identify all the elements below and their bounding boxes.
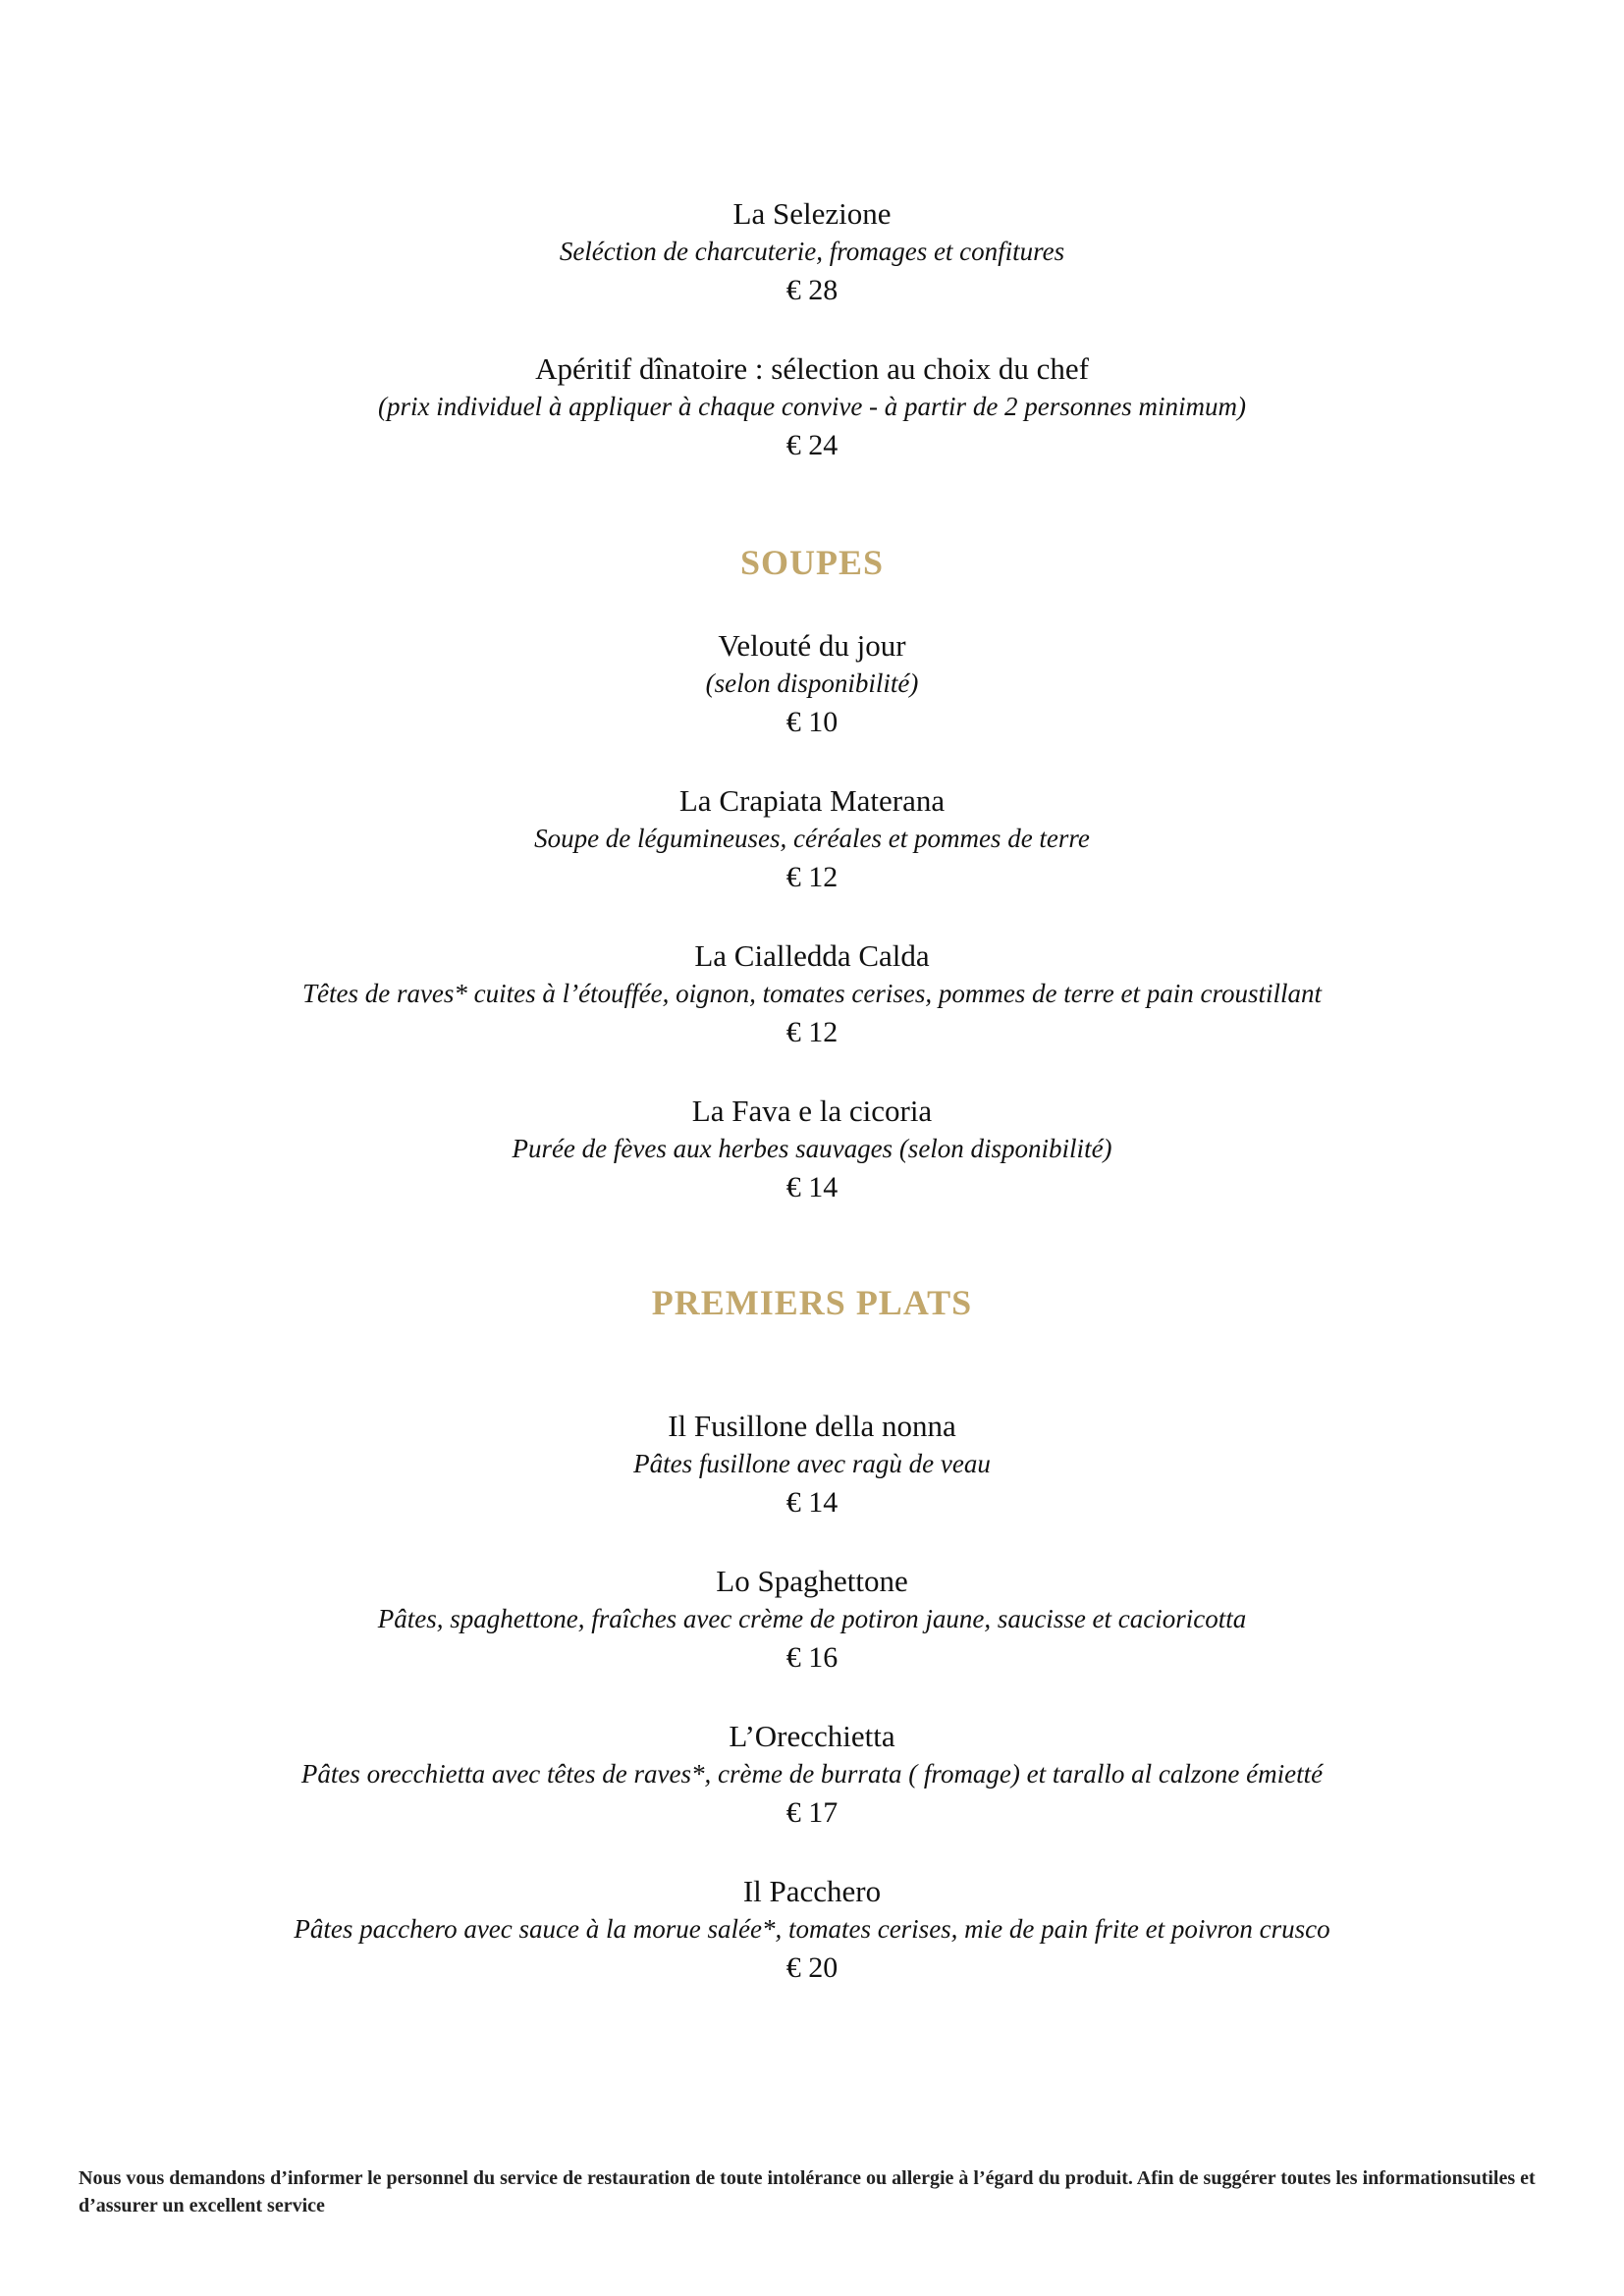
item-description: Seléction de charcuterie, fromages et confitures	[559, 237, 1065, 266]
item-price: € 12	[785, 1016, 839, 1048]
item-name: La Crapiata Materana	[678, 783, 946, 818]
menu-item-fusillone-della-nonna	[0, 1407, 1624, 1522]
item-price: € 24	[785, 429, 839, 461]
item-name: Velouté du jour	[718, 628, 906, 663]
menu-item-spaghettone	[0, 1562, 1624, 1677]
menu-item-fava-e-cicoria	[0, 1092, 1624, 1206]
menu-item-veloute-du-jour	[0, 626, 1624, 741]
item-description: Pâtes fusillone avec ragù de veau	[633, 1449, 991, 1478]
item-price: € 14	[785, 1171, 839, 1203]
item-name: La Fava e la cicoria	[691, 1094, 933, 1128]
section-title-premiers-plats: PREMIERS PLATS	[651, 1283, 973, 1322]
item-price: € 12	[785, 861, 839, 893]
item-name: Il Pacchero	[742, 1874, 882, 1908]
item-price: € 17	[785, 1796, 839, 1829]
item-description: Pâtes, spaghettone, fraîches avec crème de potiron jaune, saucisse et cacioricotta	[377, 1604, 1247, 1633]
menu-item-la-selezione	[0, 194, 1624, 309]
item-description: Soupe de légumineuses, céréales et pommes de terre	[534, 824, 1090, 853]
item-name: La Cialledda Calda	[694, 938, 930, 973]
item-name: Lo Spaghettone	[716, 1564, 908, 1598]
item-price: € 14	[785, 1486, 839, 1519]
item-price: € 28	[785, 274, 839, 306]
menu-item-orecchietta	[0, 1717, 1624, 1832]
item-price: € 20	[785, 1951, 839, 1984]
menu-item-cialledda-calda	[0, 936, 1624, 1051]
item-description: Pâtes pacchero avec sauce à la morue salée*, tomates cerises, mie de pain frite et poivron crusco	[294, 1914, 1330, 1944]
allergy-notice: Nous vous demandons d’informer le personnel du service de restauration de toute intolérance ou allergie à l’égard du produit. Afin de suggérer toutes les informationsutiles et d’assurer un excellent service	[79, 2167, 1536, 2216]
item-price: € 10	[785, 706, 839, 738]
item-description: Têtes de raves* cuites à l’étouffée, oignon, tomates cerises, pommes de terre et pain croustillant	[301, 979, 1323, 1008]
item-description: (prix individuel à appliquer à chaque convive - à partir de 2 personnes minimum)	[377, 392, 1247, 421]
item-name: Il Fusillone della nonna	[668, 1409, 956, 1443]
item-description: Purée de fèves aux herbes sauvages (selon disponibilité)	[512, 1134, 1112, 1163]
menu-item-aperitif-dinatoire	[0, 349, 1624, 464]
item-name: L’Orecchietta	[729, 1719, 895, 1753]
item-price: € 16	[785, 1641, 839, 1674]
menu-item-crapiata-materana	[0, 781, 1624, 896]
item-description: Pâtes orecchietta avec têtes de raves*, crème de burrata ( fromage) et tarallo al calzone émietté	[300, 1759, 1324, 1789]
section-title-soupes: SOUPES	[739, 543, 885, 582]
item-description: (selon disponibilité)	[705, 668, 919, 698]
item-name: Apéritif dînatoire : sélection au choix du chef	[535, 351, 1089, 386]
menu-item-pacchero	[0, 1872, 1624, 1987]
item-name: La Selezione	[732, 196, 892, 231]
